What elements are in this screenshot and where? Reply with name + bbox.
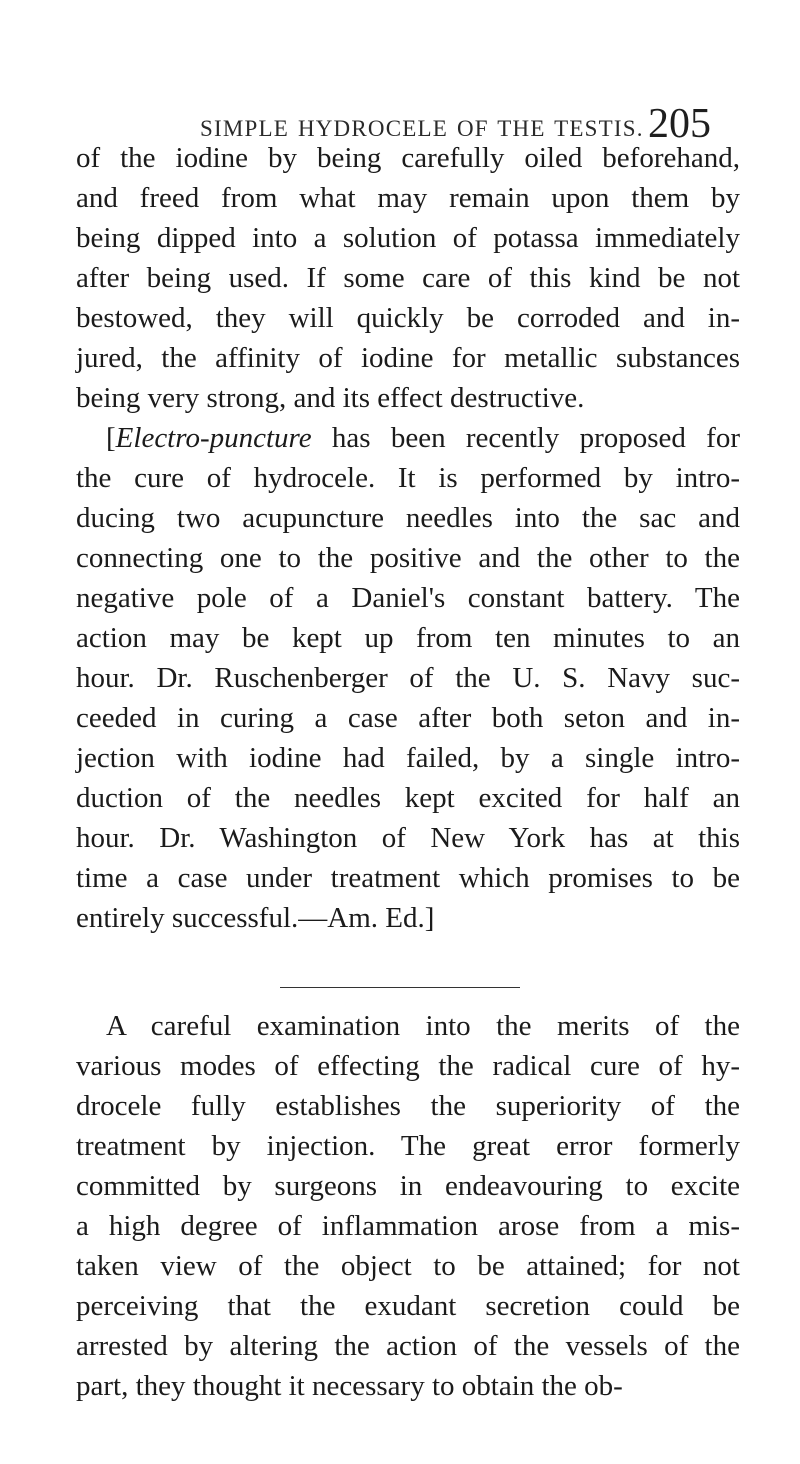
text-line: connecting one to the positive and the other to the bbox=[76, 542, 740, 574]
italic-term: Electro-puncture bbox=[115, 422, 312, 454]
text-line: treatment by injection. The great error formerly bbox=[76, 1130, 740, 1162]
paragraph-injection-treatment bbox=[76, 1006, 740, 1406]
text-line: ceeded in curing a case after both seton and in- bbox=[76, 702, 740, 734]
section-divider bbox=[280, 987, 520, 988]
text-line: drocele fully establishes the superiority of the bbox=[76, 1090, 740, 1122]
text-line: and freed from what may remain upon them by bbox=[76, 182, 740, 214]
text-line: after being used. If some care of this kind be not bbox=[76, 262, 740, 294]
text-line: time a case under treatment which promises to be bbox=[76, 862, 740, 894]
text-line: a high degree of inflammation arose from a mis- bbox=[76, 1210, 740, 1242]
text-block-upper bbox=[76, 138, 740, 938]
text-line: negative pole of a Daniel's constant battery. The bbox=[76, 582, 740, 614]
open-bracket: [ bbox=[106, 422, 116, 454]
text-line: A careful examination into the merits of the bbox=[106, 1010, 740, 1042]
text-line: hour. Dr. Ruschenberger of the U. S. Navy suc- bbox=[76, 662, 740, 694]
text-line: part, they thought it necessary to obtain the ob- bbox=[76, 1370, 623, 1402]
text-line: various modes of effecting the radical cure of hy- bbox=[76, 1050, 740, 1082]
text-line: arrested by altering the action of the vessels of the bbox=[76, 1330, 740, 1362]
running-title: SIMPLE HYDROCELE OF THE TESTIS. bbox=[200, 116, 644, 141]
paragraph-iodine-care bbox=[76, 138, 740, 418]
page-header bbox=[0, 66, 800, 147]
text-line: jection with iodine had failed, by a single intro- bbox=[76, 742, 740, 774]
text-line: action may be kept up from ten minutes to an bbox=[76, 622, 740, 654]
page-number: 205 bbox=[648, 101, 711, 147]
text-line: being dipped into a solution of potassa immediately bbox=[76, 222, 740, 254]
paragraph-electro-puncture bbox=[76, 418, 740, 938]
text-line: duction of the needles kept excited for half an bbox=[76, 782, 740, 814]
text-line: bestowed, they will quickly be corroded and in- bbox=[76, 302, 740, 334]
text-line: ducing two acupuncture needles into the sac and bbox=[76, 502, 740, 534]
text-line: hour. Dr. Washington of New York has at this bbox=[76, 822, 740, 854]
text-line: perceiving that the exudant secretion could be bbox=[76, 1290, 740, 1322]
text-line: jured, the affinity of iodine for metallic substances bbox=[76, 342, 740, 374]
text-line: of the iodine by being carefully oiled beforehand, bbox=[76, 142, 740, 174]
text-line: being very strong, and its effect destructive. bbox=[76, 382, 585, 414]
text-block-lower bbox=[76, 1006, 740, 1406]
first-line-rest: has been recently proposed for bbox=[311, 422, 740, 454]
text-line: taken view of the object to be attained; for not bbox=[76, 1250, 740, 1282]
text-line-first bbox=[76, 418, 740, 458]
text-line-last: entirely successful.—Am. Ed.] bbox=[76, 902, 435, 934]
text-line: committed by surgeons in endeavouring to excite bbox=[76, 1170, 740, 1202]
text-line: the cure of hydrocele. It is performed by intro- bbox=[76, 462, 740, 494]
